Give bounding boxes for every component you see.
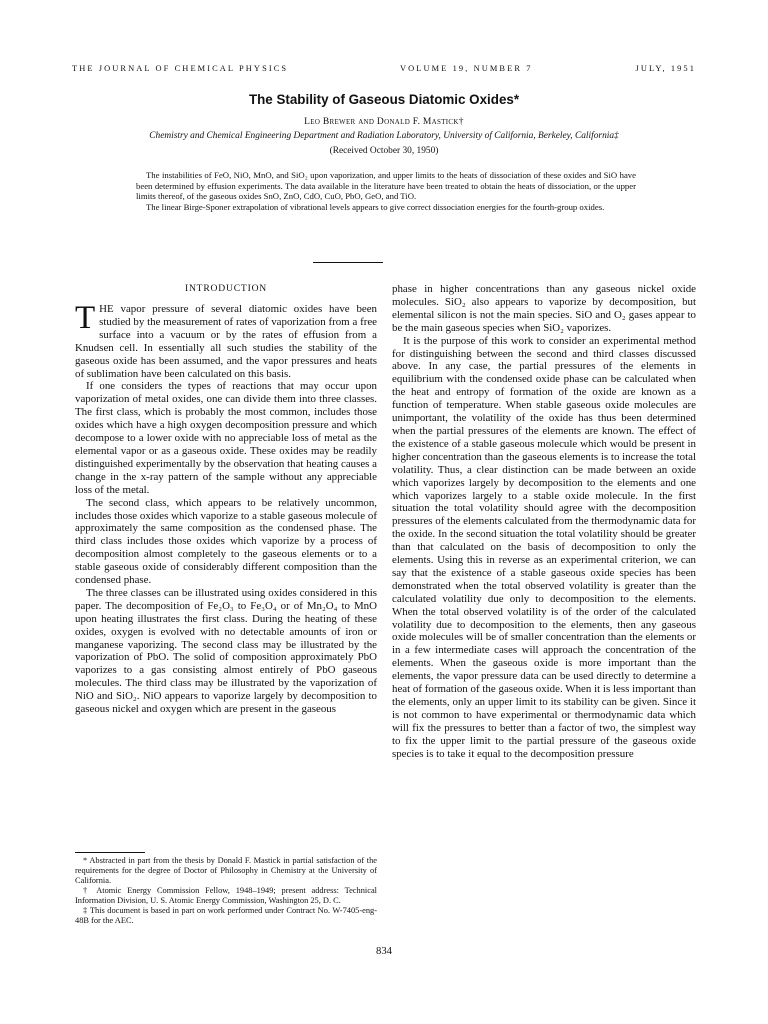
body-paragraph-3: The second class, which appears to be relatively uncommon, includes those oxides which vaporize to a stable gaseous molecule of approximately the same composition as the condensed phase. The third class includes those oxides which vaporize by a process of decomposition almost completely to the gaseous elements or to a stable gaseous oxide of considerably different composition than the condensed phase. (75, 496, 377, 587)
received-date: (Received October 30, 1950) (329, 146, 439, 156)
page-number: 834 (376, 946, 392, 957)
body-paragraph-4: The three classes can be illustrated using oxides considered in this paper. The decomposition of Fe₂O₃ to Fe₃O₄ or of Mn₂O₄ to MnO upon heating illustrates the first class. During the heating of these oxides, oxygen is evolved with no detectable amounts of iron or manganese vaporizing. The second class may be illustrated by the vaporization of PbO. The solid of composition approximately PbO vaporizes to a gas consisting almost entirely of PbO gaseous molecules. The third class may be illustrated by the vaporization of NiO and SiO₂. NiO appears to vaporize largely by decomposition to gaseous nickel and oxygen which are present in the gaseous (75, 586, 377, 716)
body-paragraph-1-text: HE vapor pressure of several diatomic oxides have been studied by the measurement of rates of vaporization from a free surface into a vacuum or by the rates of effusion from a Knudsen cell. In essentially all such studies the stability of the gaseous oxide has been assumed, and the vapor pressures and heats of sublimation have been calculated on this basis. (75, 303, 377, 380)
left-column (75, 283, 377, 716)
body-paragraph-4-continued: phase in higher concentrations than any gaseous nickel oxide molecules. SiO₂ also appears to vaporize by decomposition, but elemental silicon is not the main species. SiO and O₂ gases appear to be the main gaseous species when SiO₂ vaporizes. (392, 283, 696, 334)
article-authors: Leo Brewer and Donald F. Mastick† (304, 117, 464, 127)
abstract-paragraph-1: The instabilities of FeO, NiO, MnO, and SiO₂ upon vaporization, and upper limits to the heats of dissociation of these oxides and SiO have been determined by effusion experiments. The data available in the literature have been treated to obtain the heats of dissociation, or the upper limits thereof, of the gaseous oxides SnO, ZnO, CdO, CuO, PbO, GeO, and TiO. (136, 170, 636, 202)
author-affiliation: Chemistry and Chemical Engineering Department and Radiation Laboratory, University of California, Berkeley, California‡ (149, 131, 619, 141)
introduction-heading: INTRODUCTION (184, 283, 268, 294)
right-column (392, 283, 696, 761)
volume-number: VOLUME 19, NUMBER 7 (400, 64, 533, 73)
footnote-1: * Abstracted in part from the thesis by Donald F. Mastick in partial satisfaction of the requirements for the degree of Doctor of Philosophy in Chemistry at the University of California. (75, 856, 377, 885)
footnotes (75, 856, 377, 926)
body-paragraph-2: If one considers the types of reactions that may occur upon vaporization of metal oxides, one can divide them into three classes. The first class, which is probably the most common, includes those oxides which have a high oxygen decomposition pressure and which decompose to a lower oxide with no appreciable loss of metal as the elemental vapor or as a gaseous oxide. These oxides may be readily distinguished experimentally by the observation that heating causes a change in the x-ray pattern of the sample without any appreciable loss of the metal. (75, 380, 377, 496)
drop-cap: T (75, 300, 96, 336)
abstract (136, 170, 636, 213)
abstract-paragraph-2: The linear Birge-Sponer extrapolation of vibrational levels appears to give correct dissociation energies for the fourth-group oxides. (146, 202, 605, 213)
footnote-3: ‡ This document is based in part on work performed under Contract No. W-7405-eng-48B for the AEC. (75, 906, 377, 925)
article-title: The Stability of Gaseous Diatomic Oxides* (248, 92, 520, 107)
body-paragraph-5: It is the purpose of this work to consider an experimental method for distinguishing between the second and third classes discussed above. In any case, the partial pressures of the elements in equilibrium with the condensed oxide phase can be calculated when the heat and entropy of formation of the oxide are known as a function of temperature. When stable gaseous oxide molecules are unimportant, the volatility of the oxide has thus been determined when the partial pressures of the elements are known. The effect of the existence of a stable gaseous molecule which would be present in higher concentration than the gaseous elements is to increase the total volatility. Thus, a clear distinction can be made between an oxide which vaporizes largely by decomposition to the elements and one which vaporizes largely to a stable oxide molecule. In the first situation the total volatility should agree with the decomposition pressures of the elements calculated from the thermodynamic data for the oxide. In the second situation the total volatility should be greater than that calculated on the basis of decomposition to only the elements. Using this in reverse as an experimental criterion, we can say that the existence of a stable gaseous oxide species has been demonstrated when the total observed volatility is greater than the calculated volatility due only to decomposition to the elements. When the total observed volatility is of the order of the calculated volatility due to decomposition to the elements, then any gaseous oxide molecules will be of smaller concentration than the elements or in a few intermediate cases will approach the concentration of the elements. When the gaseous oxide is more important than the elements, the vapor pressure data can be used directly to determine a heat of formation of the gaseous oxide. When it is less important than the elements, only an upper limit to its stability can be given. Since it is not common to have experimental or thermodynamic data which will fix the pressures to better than a factor of two, the simplest way to fix the upper limit to the partial pressure of the gaseous oxide species is to take it equal to the decomposition pressure (392, 334, 696, 760)
journal-name: THE JOURNAL OF CHEMICAL PHYSICS (72, 64, 289, 73)
footnote-rule (75, 852, 145, 853)
section-divider (313, 262, 383, 263)
footnote-2: † Atomic Energy Commission Fellow, 1948–1949; present address: Technical Information Division, U. S. Atomic Energy Commission, Washington 25, D. C. (75, 886, 377, 905)
issue-date: JULY, 1951 (635, 64, 696, 73)
body-paragraph-1 (75, 300, 377, 380)
running-head (72, 64, 696, 78)
